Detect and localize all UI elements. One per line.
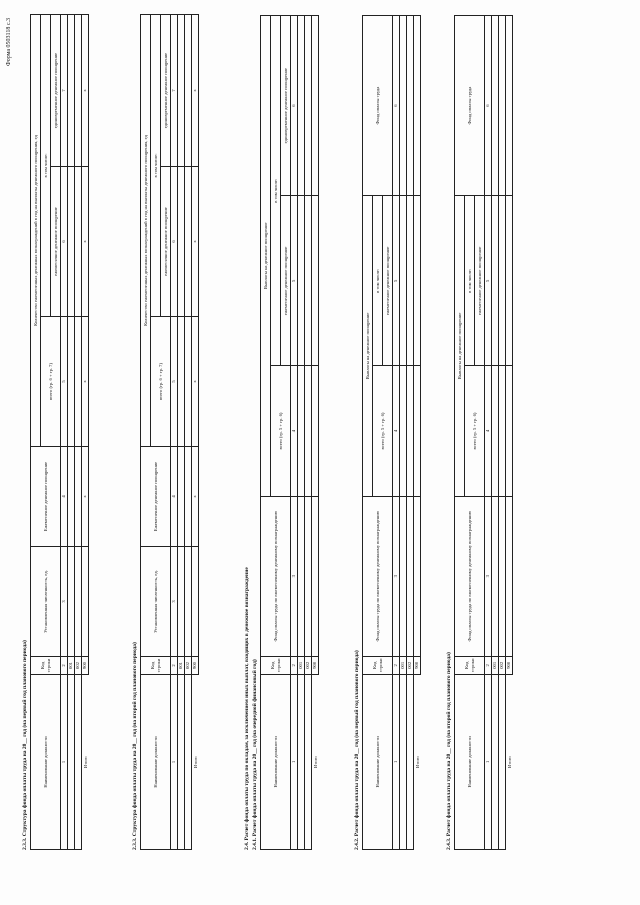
col-number: 2: [485, 656, 492, 674]
col-number: 4: [171, 447, 178, 547]
col-header: всего (гр. 5 + гр. 6): [271, 366, 291, 496]
col-header: Наименование должности: [31, 675, 61, 850]
section-title: 2.4. Расчет фонда оплаты труда по окладам, за исключением иных выплат, входящих в денежное вознаграждение: [244, 567, 250, 850]
col-number: 6: [393, 16, 400, 196]
col-number: 4: [393, 366, 400, 496]
cell-x: х: [192, 317, 199, 447]
section-title: 2.4.1. Расчет фонда оплаты труда на 20__ год (на очередной финансовый год): [252, 659, 258, 850]
col-number: 3: [61, 547, 68, 657]
table-fot-2: [362, 15, 421, 850]
table-structure-1: [30, 14, 89, 850]
col-number: 3: [171, 547, 178, 657]
col-header: Код строки: [31, 657, 61, 675]
section-title: 2.3.3. Структура фонда оплаты труда на 20__ год (на первый год планового периода): [22, 640, 28, 850]
col-number: 1: [485, 674, 492, 849]
col-header: Фонд оплаты труда: [363, 16, 393, 196]
total-label: Итого: [506, 756, 512, 768]
col-header: ежемесячное денежное поощрение: [161, 167, 171, 317]
col-header: Фонд оплаты труда: [455, 16, 485, 196]
col-header: Установленная численность, ед.: [141, 547, 171, 657]
col-number: 1: [393, 674, 400, 849]
col-number: 1: [171, 675, 178, 850]
col-number: 3: [393, 496, 400, 656]
cell-x: х: [192, 167, 199, 317]
col-number: 2: [171, 657, 178, 675]
col-number: 7: [61, 14, 68, 166]
col-header: единовременное денежное поощрение: [51, 14, 61, 166]
col-header: Выплаты на денежное поощрение: [363, 196, 373, 496]
cell-x: х: [192, 447, 199, 547]
table-structure-2: [140, 14, 199, 850]
col-header: единовременное денежное поощрение: [161, 14, 171, 166]
row-code: 002: [407, 656, 414, 674]
col-header: ежемесячное денежное поощрение: [281, 196, 291, 366]
table-fot-1: [260, 15, 319, 850]
col-header: Наименование должности: [363, 674, 393, 849]
row-code: 001: [178, 657, 185, 675]
col-number: 7: [171, 14, 178, 166]
cell-x: х: [82, 317, 89, 447]
row-code: 900: [312, 656, 319, 674]
col-header: всего (гр. 5 + гр. 6): [373, 366, 393, 496]
col-number: 6: [291, 16, 298, 196]
col-number: 5: [61, 317, 68, 447]
col-header: всего (гр. 5 + гр. 6): [465, 366, 485, 496]
col-number: 2: [61, 657, 68, 675]
col-header: Фонд оплаты труда по ежемесячному денежному вознаграждению: [363, 496, 393, 656]
row-code: 900: [506, 656, 513, 674]
section-title: 2.4.2. Расчет фонда оплаты труда на 20__ год (на первый год планового периода): [354, 650, 360, 850]
row-code: 900: [414, 656, 421, 674]
row-code: 001: [492, 656, 499, 674]
col-number: 4: [61, 447, 68, 547]
col-number: 6: [171, 167, 178, 317]
row-code: 001: [298, 656, 305, 674]
row-code: 001: [400, 656, 407, 674]
col-header: Фонд оплаты труда по ежемесячному денежному вознаграждению: [261, 496, 291, 656]
cell-x: х: [82, 447, 89, 547]
col-header: Фонд оплаты труда по ежемесячному денежному вознаграждению: [455, 496, 485, 656]
row-code: 002: [185, 657, 192, 675]
col-header: в том числе:: [151, 14, 161, 316]
col-number: 5: [291, 196, 298, 366]
col-header: в том числе:: [373, 196, 383, 366]
col-header: Код строки: [141, 657, 171, 675]
col-header: Ежемесячное денежное поощрение: [31, 447, 61, 547]
col-number: 4: [485, 366, 492, 496]
cell-x: х: [82, 14, 89, 166]
col-header: Код строки: [363, 656, 393, 674]
col-number: 5: [393, 196, 400, 366]
total-label: Итого: [414, 756, 420, 768]
row-code: 001: [68, 657, 75, 675]
col-header: единовременное денежное поощрение: [281, 16, 291, 196]
row-code: 002: [499, 656, 506, 674]
row-code: 900: [82, 657, 89, 675]
col-header: всего (гр. 6 + гр. 7): [41, 317, 61, 447]
col-header: в том числе:: [41, 14, 51, 316]
total-label: Итого: [82, 756, 88, 769]
total-label: Итого: [312, 756, 318, 768]
col-number: 1: [61, 675, 68, 850]
col-header: ежемесячное денежное поощрение: [51, 167, 61, 317]
col-header: Наименование должности: [261, 674, 291, 849]
row-code: 002: [75, 657, 82, 675]
cell-x: х: [82, 167, 89, 317]
col-number: 2: [291, 656, 298, 674]
col-number: 5: [171, 317, 178, 447]
col-number: 5: [485, 196, 492, 366]
col-number: 6: [61, 167, 68, 317]
col-header: Выплаты на денежное поощрение: [455, 196, 465, 496]
col-header: всего (гр. 6 + гр. 7): [151, 317, 171, 447]
total-label: Итого: [192, 756, 198, 769]
col-header: в том числе:: [271, 16, 281, 366]
section-title: 2.3.3. Структура фонда оплаты труда на 20__ год (на второй год планового периода): [132, 642, 138, 850]
row-code: 002: [305, 656, 312, 674]
col-number: 3: [291, 496, 298, 656]
form-code: Форма 0503118 с.3: [6, 18, 12, 67]
col-number: 3: [485, 496, 492, 656]
col-number: 2: [393, 656, 400, 674]
col-header: Ежемесячное денежное поощрение: [141, 447, 171, 547]
cell-x: х: [192, 14, 199, 166]
col-number: 1: [291, 674, 298, 849]
col-header: ежемесячное денежное поощрение: [383, 196, 393, 366]
col-number: 4: [291, 366, 298, 496]
col-header: Код строки: [455, 656, 485, 674]
row-code: 900: [192, 657, 199, 675]
col-header: Наименование должности: [455, 674, 485, 849]
col-header: ежемесячное денежное поощрение: [475, 196, 485, 366]
col-header: Количество ежемесячных денежных вознаграждений в год на выплаты денежного поощрения, ед: [31, 14, 41, 446]
col-header: Код строки: [261, 656, 291, 674]
section-title: 2.4.3. Расчет фонда оплаты труда на 20__ год (на второй год планового периода): [446, 652, 452, 850]
col-header: Наименование должности: [141, 675, 171, 850]
col-header: Количество ежемесячных денежных вознаграждений в год на выплаты денежного поощрения, ед: [141, 14, 151, 446]
col-header: Выплаты на денежное поощрение: [261, 16, 271, 497]
col-header: Установленная численность, ед.: [31, 547, 61, 657]
col-header: в том числе:: [465, 196, 475, 366]
col-number: 6: [485, 16, 492, 196]
table-fot-3: [454, 15, 513, 850]
